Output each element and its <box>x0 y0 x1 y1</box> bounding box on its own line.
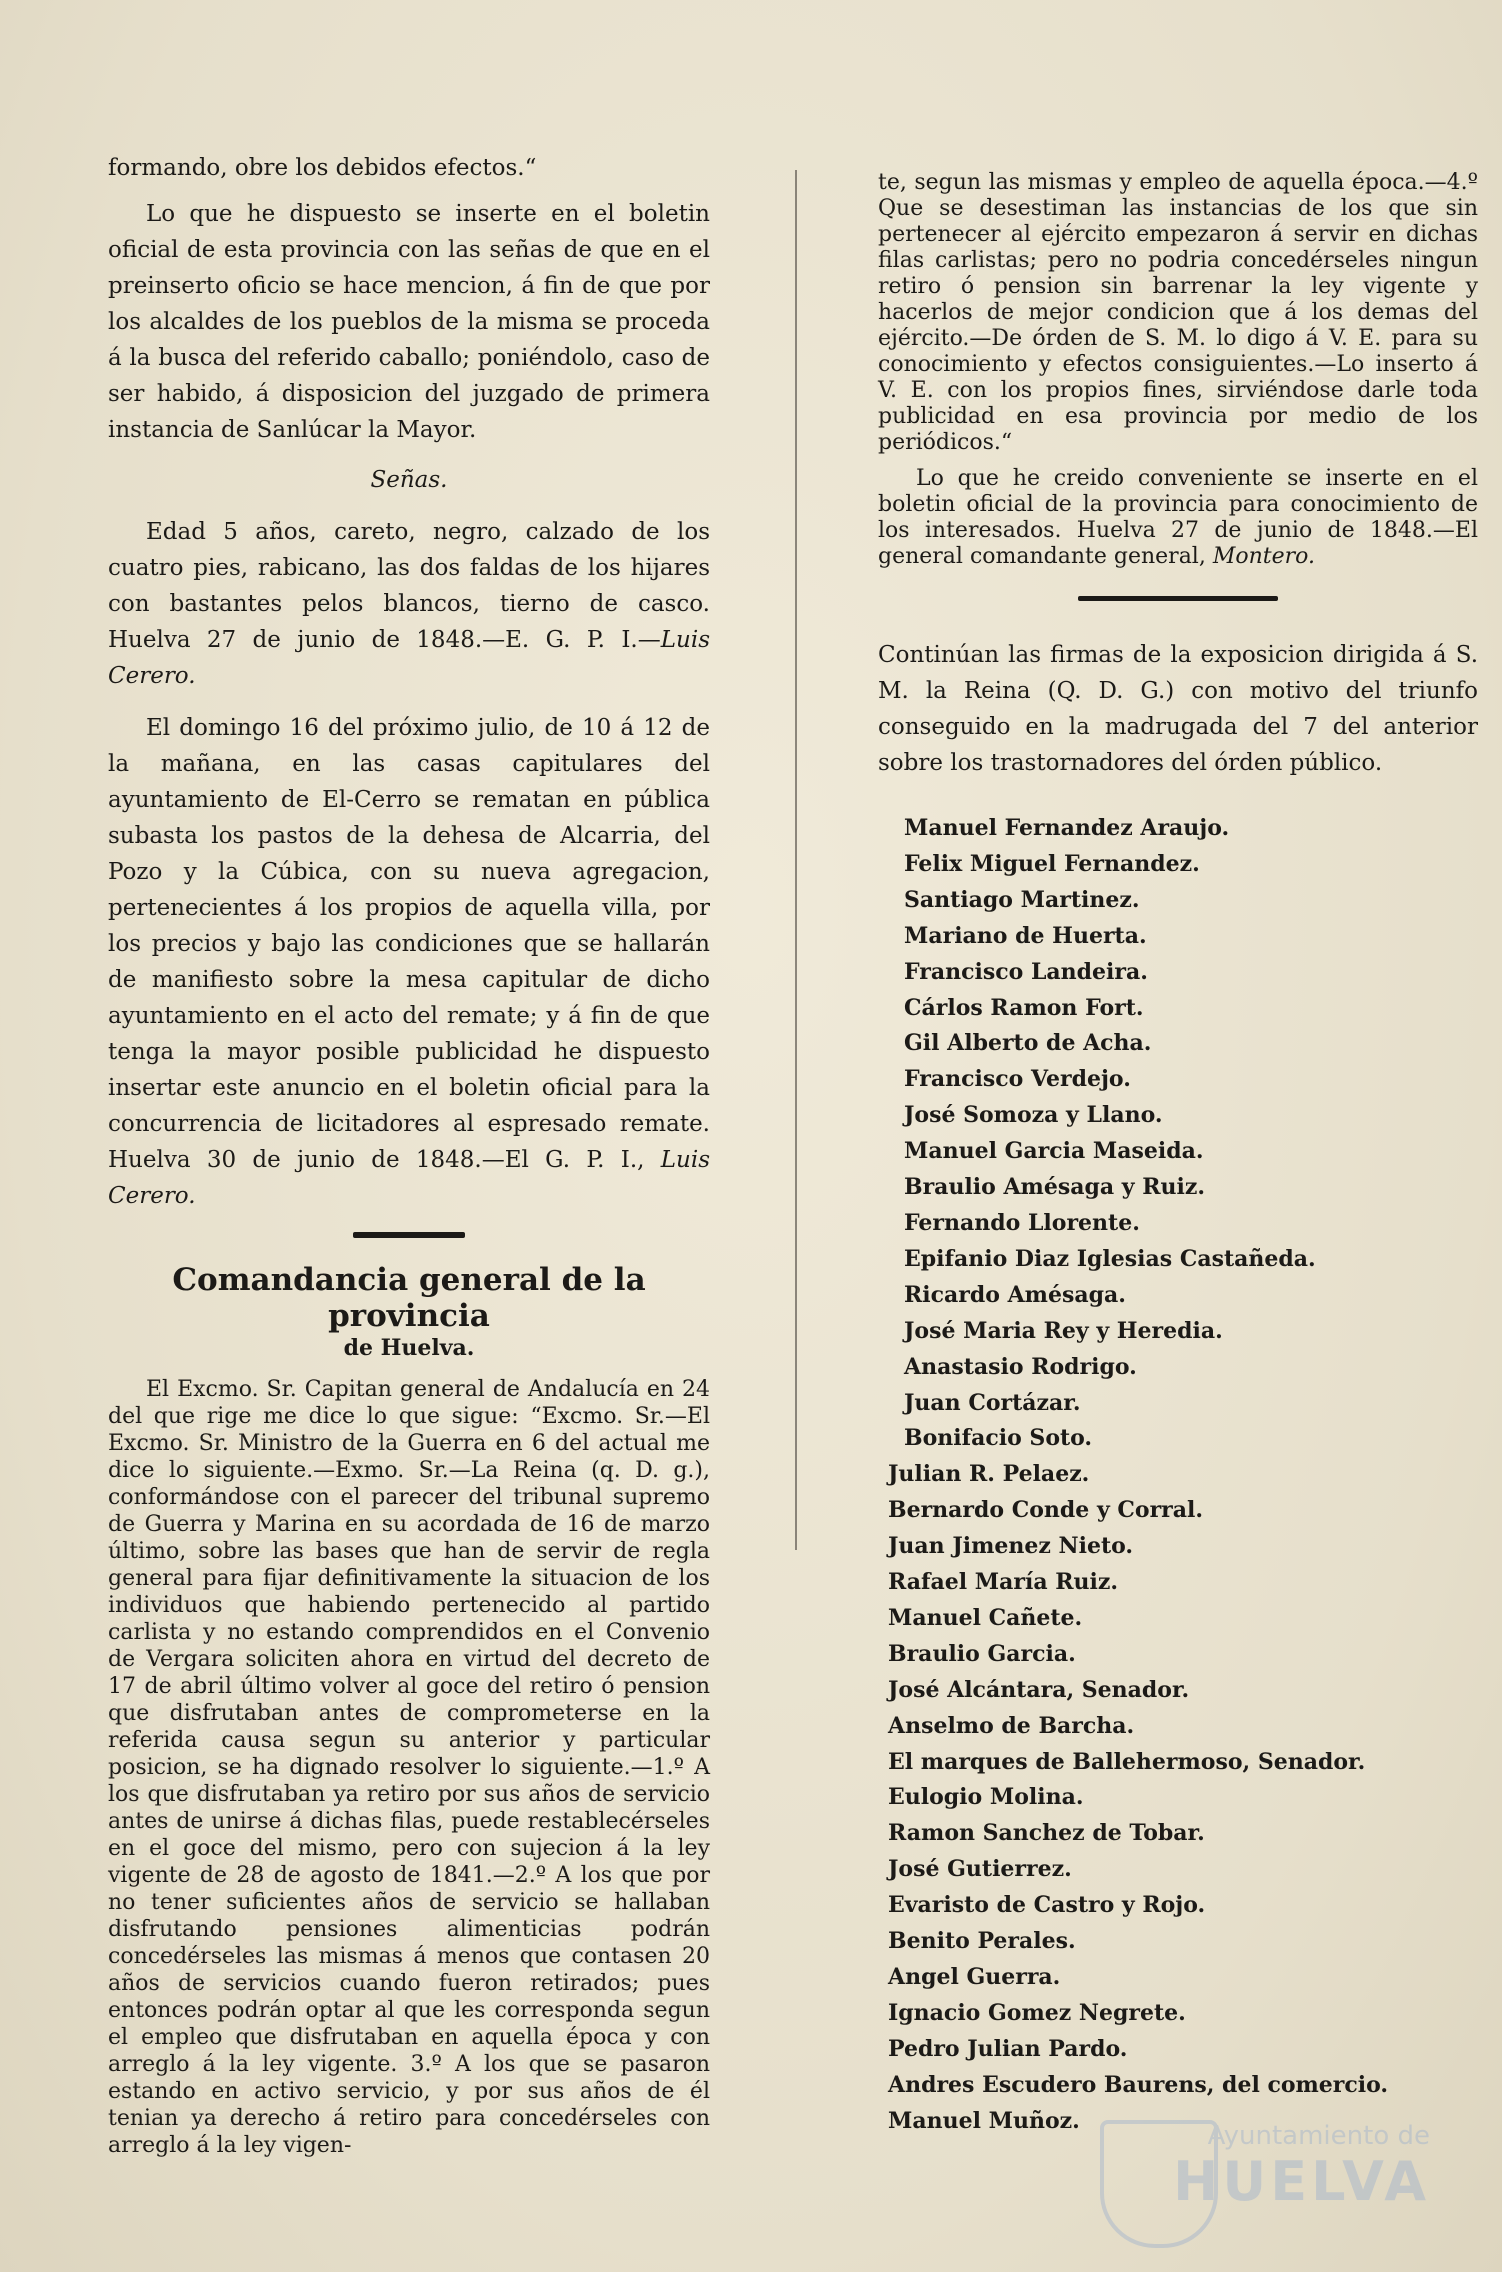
signature-name: Benito Perales. <box>888 1928 1076 1955</box>
signature-name: Felix Miguel Fernandez. <box>904 850 1200 877</box>
signature-name: Julian R. Pelaez. <box>888 1461 1090 1488</box>
signature-name: Rafael María Ruiz. <box>888 1569 1119 1596</box>
left-column <box>108 150 710 2169</box>
decree-text: El Excmo. Sr. Capitan general de Andalucía en 24 del que rige me dice lo que sigue: “Excmo. Sr.—El Excmo. Sr. Ministro de la Guerra en 6 del actual me dice lo siguiente.—Exmo. Sr.—La Reina (q. D. g.), conformándose con el parecer del tribunal supremo de Guerra y Marina en su acordada de 16 de marzo último, sobre las bases que han de servir de regla general para fijar definitivamente la situacion de los individuos que habiendo pertenecido al partido carlista y no estando comprendidos en el Convenio de Vergara soliciten ahora en virtud del decreto de 17 de abril último volver al goce del retiro ó pension que disfrutaban antes de comprometerse en la referida causa segun su anterior y particular posicion, se ha dignado resolver lo siguiente.—1.º A los que disfrutaban ya retiro por sus años de servicio antes de unirse á dichas filas, puede restablecérseles en el goce del mismo, pero con sujecion á la ley vigente de 28 de agosto de 1841.—2.º A los que por no tener suficientes años de servicio se hallaban disfrutando pensiones alimenticias podrán concedérseles las mismas á menos que contasen 20 años de servicios cuando fueron retirados; pues entonces podrán optar al que les corresponda segun el empleo que disfrutaban en aquella época y con arreglo á la ley vigente. 3.º A los que se pasaron estando en activo servicio, y por sus años de él tenian ya derecho á retiro para concedérseles con arreglo á la ley vigen- <box>108 1377 710 2158</box>
section-heading: Comandancia general de la provincia <box>172 1262 646 1334</box>
senas-title: Señas. <box>370 467 448 493</box>
coat-of-arms-icon <box>1100 2120 1218 2248</box>
section-rule-right <box>1078 596 1278 601</box>
signature-name: José Somoza y Llano. <box>904 1102 1163 1129</box>
signature-name: Juan Jimenez Nieto. <box>888 1533 1134 1560</box>
signature-name: Mariano de Huerta. <box>904 922 1147 949</box>
section-subheading: de Huelva. <box>343 1335 475 1361</box>
watermark-line-2: HUELVA <box>1173 2150 1430 2213</box>
signature-name: El marques de Ballehermoso, Senador. <box>888 1748 1366 1775</box>
left-paragraph-1: formando, obre los debidos efectos.“ <box>108 155 537 181</box>
signatures-list <box>878 811 1478 2140</box>
auction-text: El domingo 16 del próximo julio, de 10 á 12 de la mañana, en las casas capitulares del ayuntamiento de El-Cerro se rematan en pública subasta los pastos de la dehesa de Alcarria, del Pozo y la Cúbica, con su nueva agregacion, pertenecientes á los propios de aquella villa, por los precios y bajo las condiciones que se hallarán de manifiesto sobre la mesa capitular de dicho ayuntamiento en el acto del remate; y á fin de que tenga la mayor posible publicidad he dispuesto insertar este anuncio en el boletin oficial para la concurrencia de licitadores al espresado remate. Huelva 30 de junio de 1848.—El G. P. I., <box>108 715 710 1173</box>
montero-text: Lo que he creido conveniente se inserte en el boletin oficial de la provincia para conocimiento de los interesados. Huelva 27 de junio de 1848.—El general comandante general, <box>878 466 1478 569</box>
signature-name: José Gutierrez. <box>888 1856 1072 1883</box>
signature-name: Bonifacio Soto. <box>904 1425 1093 1452</box>
signature-name: Francisco Verdejo. <box>904 1066 1131 1093</box>
signature-name: Cárlos Ramon Fort. <box>904 994 1144 1021</box>
right-paragraph-3: Continúan las firmas de la exposicion dirigida á S. M. la Reina (Q. D. G.) con motivo del triunfo conseguido en la madrugada del 7 del anterior sobre los trastornadores del órden público. <box>878 642 1478 776</box>
right-paragraph-2 <box>878 466 1478 570</box>
signature-name: Anastasio Rodrigo. <box>904 1353 1137 1380</box>
column-divider <box>795 170 797 1550</box>
signature-name: Manuel Cañete. <box>888 1604 1083 1631</box>
signature-name: Bernardo Conde y Corral. <box>888 1497 1204 1524</box>
signature-name: Anselmo de Barcha. <box>888 1712 1135 1739</box>
watermark <box>1100 2120 1430 2250</box>
montero-signature: Montero. <box>1212 544 1316 569</box>
signature-name: Ignacio Gomez Negrete. <box>888 1999 1186 2026</box>
senas-signature: Luis Cerero. <box>108 627 710 689</box>
signature-name: José Maria Rey y Heredia. <box>904 1317 1223 1344</box>
signature-name: Braulio Amésaga y Ruiz. <box>904 1174 1205 1201</box>
auction-signature: Luis Cerero. <box>108 1147 710 1209</box>
signature-name: Ricardo Amésaga. <box>904 1281 1126 1308</box>
signature-name: Pedro Julian Pardo. <box>888 2035 1128 2062</box>
right-column <box>878 170 1478 2140</box>
senas-text: Edad 5 años, careto, negro, calzado de los cuatro pies, rabicano, las dos faldas de los hijares con bastantes pelos blancos, tierno de casco. Huelva 27 de junio de 1848.—E. G. P. I.— <box>108 519 710 653</box>
signature-name: Evaristo de Castro y Rojo. <box>888 1892 1206 1919</box>
signature-name: Eulogio Molina. <box>888 1784 1084 1811</box>
signature-name: Braulio Garcia. <box>888 1640 1076 1667</box>
right-paragraph-1: te, segun las mismas y empleo de aquella época.—4.º Que se desestiman las instancias de los que sin pertenecer al ejército empezaron á servir en dichas filas carlistas; pero no podria concedérseles ningun retiro ó pension sin barrenar la ley vigente y hacerlos de mejor condicion que á los demas del ejército.—De órden de S. M. lo digo á V. E. para su conocimiento y efectos consiguientes.—Lo inserto á V. E. con los propios fines, sirviéndose darle toda publicidad en esa provincia por medio de los periódicos.“ <box>878 170 1478 455</box>
left-paragraph-3 <box>108 514 710 694</box>
signature-name: Epifanio Diaz Iglesias Castañeda. <box>904 1245 1316 1272</box>
signature-name: Ramon Sanchez de Tobar. <box>888 1820 1205 1847</box>
signature-name: Gil Alberto de Acha. <box>904 1030 1152 1057</box>
signature-name: Fernando Llorente. <box>904 1209 1140 1236</box>
watermark-line-1: Ayuntamiento de <box>1207 2121 1430 2151</box>
signature-name: Santiago Martinez. <box>904 886 1140 913</box>
signature-name: Andres Escudero Baurens, del comercio. <box>888 2071 1389 2098</box>
signature-name: Angel Guerra. <box>888 1964 1061 1990</box>
left-paragraph-2: Lo que he dispuesto se inserte en el boletin oficial de esta provincia con las señas de que en el preinserto oficio se hace mencion, á fin de que por los alcaldes de los pueblos de la misma se proceda á la busca del referido caballo; poniéndolo, caso de ser habido, á disposicion del juzgado de primera instancia de Sanlúcar la Mayor. <box>108 201 710 443</box>
section-rule <box>353 1232 465 1238</box>
signature-name: Manuel Muñoz. <box>888 2107 1080 2134</box>
signature-name: Francisco Landeira. <box>904 958 1148 985</box>
left-paragraph-4 <box>108 710 710 1214</box>
signature-name: José Alcántara, Senador. <box>888 1676 1190 1703</box>
signature-name: Juan Cortázar. <box>904 1389 1081 1416</box>
signature-name: Manuel Fernandez Araujo. <box>904 815 1230 841</box>
signature-name: Manuel Garcia Maseida. <box>904 1138 1204 1165</box>
